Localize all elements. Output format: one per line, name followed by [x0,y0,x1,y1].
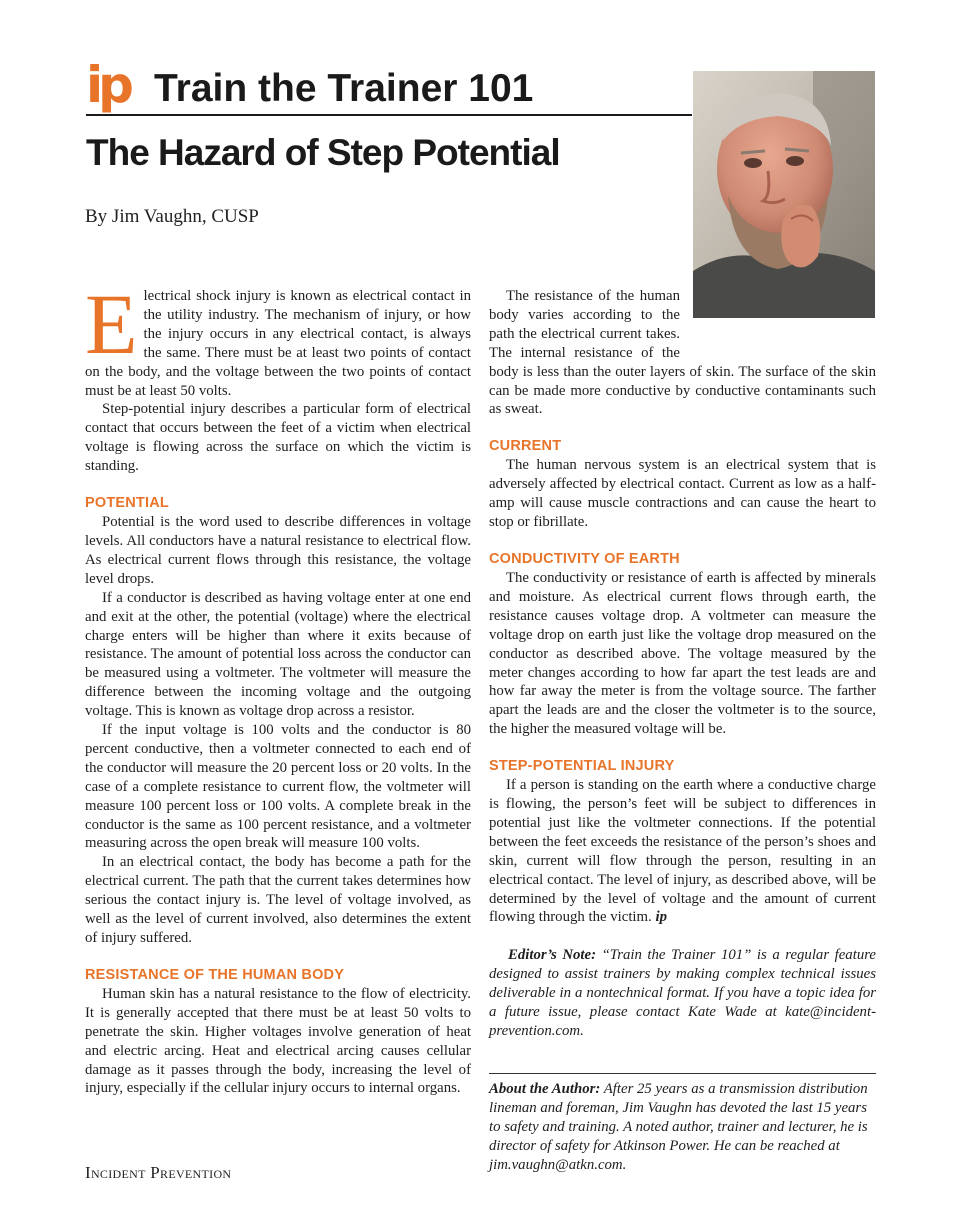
body-paragraph: If a person is standing on the earth where a conductive charge is flowing, the person’s feet will be subject to differences in potential just like the voltmeter connections. If the potential between the feet exceeds the resistance of the person’s shoes and skin, current will flow through the person, resulting in an electrical contact. The level of injury, as described above, will be determined by the level of voltage and the amount of current flowing through the victim. ip [489,777,876,926]
section-heading-conductivity: CONDUCTIVITY OF EARTH [489,550,680,567]
body-paragraph: If the input voltage is 100 volts and the conductor is 80 percent conductive, then a voltmeter connected to each end of the conductor will measure the 20 percent loss or 20 volts. In the case of a complete resistance to current flow, the voltmeter will measure 100 percent loss or 100 volts. A complete break in the conductor is the same as 100 percent resistance, and a voltmeter measuring across the open break will measure 100 volts. [85,722,471,852]
editors-note-lead: Editor’s Note: [508,947,597,964]
right-column [489,287,876,1174]
intro-paragraph-2: Step-potential injury describes a particular form of electrical contact that occurs between the feet of a victim when electrical voltage is flowing across the surface on which the victim is standing. [85,401,471,475]
footer-publication: Incident Prevention [85,1163,232,1182]
article-title: The Hazard of Step Potential [86,132,560,173]
series-title: Train the Trainer 101 [154,67,534,110]
byline: By Jim Vaughn, CUSP [85,206,259,227]
photo-wrap-spacer [680,287,876,344]
intro-paragraph: Electrical shock injury is known as electrical contact in the utility industry. The mechanism of injury, or how the injury occurs in any electrical contact, is always the same. There must be at least two points of contact on the body, and the voltage between the two points of contact must be at least 50 volts. [85,276,471,399]
body-paragraph: The conductivity or resistance of earth is affected by minerals and moisture. As electrical current flows through earth, the resistance causes voltage drop. A voltmeter can measure the voltage drop on earth just like the voltage drop measured on the conductor as described above. The voltage measured by the meter changes according to how far apart the test leads are and how far away the meter is from the voltage source. The farther apart the leads are and the closer the voltmeter is to the source, the higher the measured voltage will be. [489,569,876,738]
about-author-lead: About the Author: [489,1080,601,1097]
divider [489,1073,876,1074]
editors-note: Editor’s Note: “Train the Trainer 101” is a regular feature designed to assist trainers by making complex technical issues deliverable in a nontechnical format. If you have a topic idea for a future issue, please contact Kate Wade at kate@incident-prevention.com. [489,947,876,1039]
section-heading-step-potential: STEP-POTENTIAL INJURY [489,758,675,775]
section-heading-current: CURRENT [489,438,562,455]
ip-signoff: ip [655,909,667,926]
body-paragraph: The human nervous system is an electrical system that is adversely affected by electrical contact. Current as low as a half-amp will cause muscle contractions and can cause the heart to stop or fibrillate. [489,457,876,531]
body-paragraph: Human skin has a natural resistance to the flow of electricity. It is generally accepted that there must be at least 50 volts to penetrate the skin. Higher voltages involve generation of heat and electric arcing. Heat and electrical arcing causes cellular damage as it passes through the body, increasing the level of injury, especially if the cellular injury occurs to internal organs. [85,985,471,1097]
section-heading-resistance: RESISTANCE OF THE HUMAN BODY [85,966,345,983]
about-author: About the Author: After 25 years as a transmission distribution lineman and foreman, Jim Vaughn has devoted the last 15 years to safety and training. A noted author, trainer and lecturer, he is director of safety for Atkinson Power. He can be reached at jim.vaughn@atkn.com. [489,1080,868,1173]
ip-logo: ip [86,56,129,114]
body-paragraph: The resistance of the human body varies according to the path the electrical current takes. The internal resistance of the body is less than the outer layers of skin. The surface of the skin can be made more conductive by conductive contaminants such as sweat. [489,288,876,418]
header-rule [86,114,692,116]
drop-cap: E [85,276,138,372]
body-paragraph: Potential is the word used to describe differences in voltage levels. All conductors have a natural resistance to electrical flow. As electrical current flows through this resistance, the voltage level drops. [85,514,471,587]
section-heading-potential: POTENTIAL [85,495,169,512]
body-paragraph: In an electrical contact, the body has become a path for the electrical current. The path that the current takes determines how serious the contact injury is. The level of voltage involved, as well as the level of current involved, also determines the extent of injury suffered. [85,854,471,946]
left-column [85,276,471,1098]
author-photo [693,71,875,318]
body-paragraph: If a conductor is described as having voltage enter at one end and exit at the other, the potential (voltage) where the electrical charge enters will be higher than where it exits because of resistance. The amount of potential loss across the conductor can be measured using a voltmeter. The voltmeter will measure the difference between the incoming voltage and the outgoing voltage. This is known as voltage drop across a resistor. [85,589,471,720]
